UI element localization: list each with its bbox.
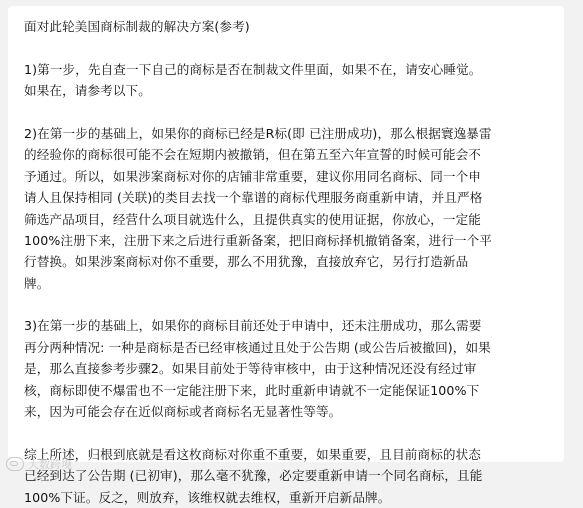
paragraph-line: 已经到达了公告期 (已初审)，那么毫不犹豫，必定要重新申请一个同名商标，且能 (24, 468, 483, 484)
paragraph-line: 100%下证。反之，则放弃，该维权就去维权，重新开启新品牌。 (24, 489, 391, 505)
paragraph-line: 来，因为可能会存在近似商标或者商标名无显著性等等。 (24, 404, 342, 420)
paragraph-step-2 (24, 123, 550, 294)
paragraph-line: 100%注册下来，注册下来之后进行重新备案，把旧商标择机撤销备案，进行一个平 (24, 232, 492, 248)
paragraph-line: 予通过。所以，如果涉案商标对你的店铺非常重要，建议你用同名商标、同一个申 (24, 168, 481, 184)
paragraph-line: 再分两种情况: 一种是商标是否已经审核通过且处于公告期 (或公告后被撤回)，如果 (24, 339, 491, 355)
watermark-logo-icon (6, 457, 24, 471)
paragraph-line: 核，商标即使不爆雷也不一定能注册下来，此时重新申请就不一定能保证100%下 (24, 382, 480, 398)
paragraph-line: 2)在第一步的基础上，如果你的商标已经是R标(即 已注册成功)，那么根据寰逸暴雷 (24, 125, 492, 141)
paragraph-line: 的经验你的商标很可能不会在短期内被撤销，但在第五至六年宣誓的时候可能会不 (24, 147, 481, 163)
paragraph-line: 3)在第一步的基础上，如果你的商标目前还处于申请中，还未注册成功，那么需要 (24, 318, 482, 334)
paragraph-line: 筛选产品项目，经营什么项目就选什么，且提供真实的使用证据，你放心，一定能 (24, 211, 481, 227)
message-title: 面对此轮美国商标制裁的解决方案(参考) (24, 19, 250, 34)
paragraph-step-3 (24, 315, 550, 422)
paragraph-line: 是，那么直接参考步骤2。如果目前处于等待审核中，由于这种情况还没有经过审 (24, 361, 477, 377)
paragraph-line: 行替换。如果涉案商标对你不重要，那么不用犹豫，直接放弃它，另行打造新品 (24, 254, 469, 270)
paragraph-summary (24, 444, 550, 508)
watermark (6, 456, 72, 472)
paragraph-line: 牌。 (24, 275, 50, 291)
paragraph-line: 综上所述，归根到底就是看这枚商标对你重不重要，如果重要，且目前商标的状态 (24, 446, 481, 462)
paragraph-line: 1)第一步，先自查一下自己的商标是否在制裁文件里面，如果不在，请安心睡觉。 (24, 61, 482, 77)
watermark-text: 大数跨境 (28, 458, 72, 471)
paragraph-line: 请人且保持相同 (关联)的类目去找一个靠谱的商标代理服务商重新申请，并且严格 (24, 190, 483, 206)
paragraph-line: 如果在，请参考以下。 (24, 83, 151, 99)
paragraph-step-1 (24, 59, 550, 102)
